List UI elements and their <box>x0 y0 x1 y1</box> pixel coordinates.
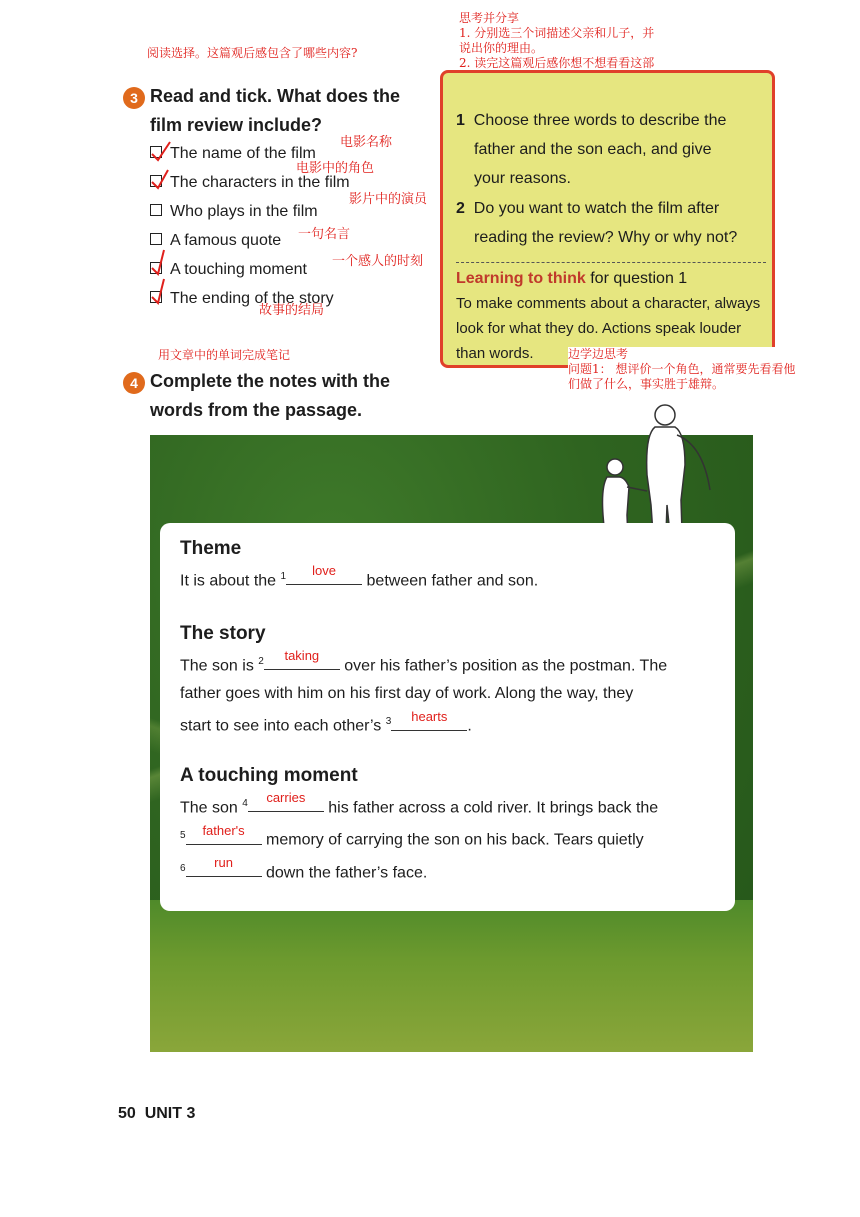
think-and-share-box <box>440 70 775 368</box>
blank-number: 6 <box>180 862 186 874</box>
story-heading: The story <box>180 623 266 644</box>
check-mark-icon <box>152 279 164 303</box>
text-segment: over his father’s position as the postman. The <box>339 657 668 675</box>
theme-heading: Theme <box>180 538 242 559</box>
answer-1: love <box>312 563 336 579</box>
annotation-characters: 电影中的角色 <box>296 161 375 176</box>
option-row[interactable] <box>150 139 440 168</box>
question-2 <box>456 194 737 252</box>
annotation-actors: 影片中的演员 <box>349 192 428 207</box>
question-text: Choose three words to describe the <box>473 112 727 129</box>
annotation-line: 们做了什么，事实胜于雄辩。 <box>568 377 838 392</box>
annotation-line: 边学边思考 <box>568 347 838 362</box>
moment-text <box>180 790 658 887</box>
blank-1[interactable] <box>286 563 362 585</box>
learning-to-think-heading: Learning to think <box>456 270 586 287</box>
question-text: father and the son each, and give <box>474 141 712 158</box>
annotation-line: 问题1： 想评价一个角色，通常要先看看他 <box>568 362 838 377</box>
blank-number: 5 <box>180 830 186 842</box>
text-segment: his father across a cold river. It brings back the <box>323 799 659 817</box>
moment-heading: A touching moment <box>180 765 358 786</box>
blank-6[interactable] <box>186 854 262 877</box>
question-text: Do you want to watch the film after <box>473 200 720 217</box>
answer-3: hearts <box>411 708 448 724</box>
title-line: words from the passage. <box>150 400 363 420</box>
unit-label: UNIT 3 <box>144 1105 196 1122</box>
blank-number: 1 <box>280 571 287 582</box>
text-segment: down the father’s face. <box>261 863 428 881</box>
annotation-complete-notes: 用文章中的单词完成笔记 <box>158 348 291 362</box>
question-number: 1 <box>456 112 465 129</box>
page-footer <box>118 1105 195 1123</box>
question-text: your reasons. <box>474 170 571 187</box>
blank-number: 2 <box>258 656 264 667</box>
annotation-ending: 故事的结局 <box>259 303 325 318</box>
option-row[interactable] <box>150 226 440 255</box>
check-mark-icon <box>152 142 170 160</box>
answer-4: carries <box>266 790 306 806</box>
grass-background-bottom <box>150 900 753 1052</box>
option-label: A famous quote <box>170 232 282 249</box>
blank-4[interactable] <box>248 790 324 812</box>
divider <box>456 262 766 263</box>
exercise-4-number: 4 <box>123 372 145 394</box>
blank-number: 3 <box>385 716 392 728</box>
question-1 <box>456 106 726 193</box>
text-segment: The son <box>180 799 243 817</box>
blank-number: 4 <box>242 798 248 809</box>
blank-5[interactable] <box>186 822 262 845</box>
text-segment: The son is <box>180 657 259 675</box>
checkmarks-overlay <box>148 138 178 308</box>
exercise-3-number: 3 <box>123 87 145 109</box>
tip-line: To make comments about a character, always <box>456 295 761 312</box>
theme-text <box>180 563 538 595</box>
annotation-quote: 一句名言 <box>298 227 351 242</box>
title-line: Read and tick. What does the <box>150 86 401 106</box>
check-mark-icon <box>152 170 168 188</box>
annotation-line: 说出你的理由。 <box>459 41 544 55</box>
check-mark-icon <box>152 250 164 274</box>
option-label: The ending of the story <box>170 290 334 307</box>
notes-card <box>160 523 735 911</box>
question-number: 2 <box>456 200 465 217</box>
text-segment: father goes with him on his first day of work. Along the way, they <box>180 685 634 703</box>
answer-6: run <box>214 854 233 870</box>
annotation-read-choose: 阅读选择。这篇观后感包含了哪些内容? <box>147 46 358 60</box>
tip-line: than words. <box>456 345 534 362</box>
annotation-learn-think <box>568 347 838 392</box>
blank-2[interactable] <box>264 648 340 670</box>
text-segment: between father and son. <box>362 572 539 590</box>
text-segment: . <box>467 717 472 735</box>
answer-5: father's <box>202 822 245 838</box>
annotation-line: 思考并分享 <box>459 11 520 25</box>
title-line: film review include? <box>150 115 323 135</box>
learning-to-think-subheading: for question 1 <box>585 270 688 287</box>
title-line: Complete the notes with the <box>150 371 391 391</box>
text-segment: start to see into each other’s <box>180 717 386 735</box>
option-label: Who plays in the film <box>170 203 318 220</box>
annotation-film-name: 电影名称 <box>340 135 393 150</box>
annotation-line: 2. 读完这篇观后感你想不想看看这部 <box>459 56 655 70</box>
page-number: 50 <box>118 1105 136 1122</box>
question-text: reading the review? Why or why not? <box>474 229 738 246</box>
answer-2: taking <box>284 648 320 664</box>
annotation-line: 1. 分别选三个词描述父亲和儿子，并 <box>459 26 655 40</box>
option-label: The characters in the film <box>170 174 350 191</box>
blank-3[interactable] <box>391 708 467 731</box>
option-label: A touching moment <box>170 261 307 278</box>
tip-line: look for what they do. Actions speak louder <box>456 320 742 337</box>
text-segment: It is about the <box>180 572 281 590</box>
exercise-4-title <box>150 367 390 425</box>
text-segment: memory of carrying the son on his back. Tears quietly <box>261 831 644 849</box>
exercise-3-title <box>150 82 400 140</box>
story-text <box>180 648 667 741</box>
option-label: The name of the film <box>170 145 316 162</box>
annotation-touching: 一个感人的时刻 <box>332 254 424 269</box>
exercise-3-options <box>150 139 440 313</box>
